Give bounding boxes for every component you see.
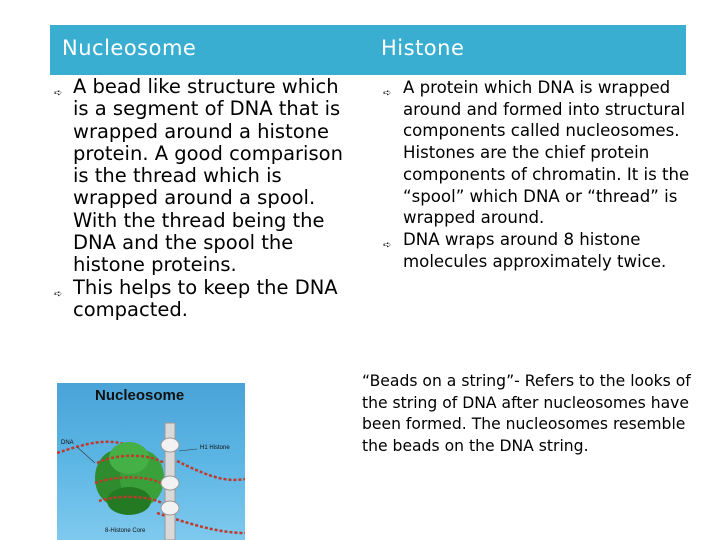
header-bar <box>50 25 686 75</box>
h1-histone-label: H1 Histone <box>200 445 230 451</box>
histone-bead <box>109 442 149 474</box>
dna-strand-right <box>177 461 245 480</box>
bullet-icon: ➪ <box>54 288 63 300</box>
bullet-icon: ➪ <box>383 239 392 251</box>
nucleosome-point-2: This helps to keep the DNA compacted. <box>73 275 338 321</box>
nucleosome-heading: Nucleosome <box>62 36 197 60</box>
h1-pointer <box>179 449 197 451</box>
histone-point-2: DNA wraps around 8 histone molecules approximately twice. <box>403 229 667 271</box>
dna-label: DNA <box>61 440 74 446</box>
list-item <box>383 229 693 272</box>
nucleosome-list <box>54 75 355 321</box>
bullet-icon: ➪ <box>383 88 392 99</box>
figure-title: Nucleosome <box>95 387 185 404</box>
nucleosome-point-1: A bead like structure which is a segment of DNA that is wrapped around a histone protein. A good comparison is the thread which is wrapped around a spool. With the thread being the DNA and the spool the histone proteins. <box>73 75 343 277</box>
h1-bead <box>161 501 179 515</box>
list-item <box>383 77 693 229</box>
list-item <box>54 75 355 277</box>
nucleosome-illustration <box>57 383 245 540</box>
bullet-icon: ➪ <box>54 88 63 99</box>
h1-bead <box>161 476 179 490</box>
histone-heading: Histone <box>381 36 465 60</box>
histone-bead <box>107 487 151 515</box>
histone-list <box>383 77 693 272</box>
beads-on-string-text: “Beads on a string”- Refers to the looks of the string of DNA after nucleosomes have been formed. The nucleosomes resemble the beads on the DNA string. <box>362 372 691 455</box>
nucleosome-figure <box>57 383 245 540</box>
histone-point-1: A protein which DNA is wrapped around and formed into structural components called nucleosomes. Histones are the chief protein components of chromatin. It is the “spool” which DNA or “thread” is wrapped around. <box>403 78 690 228</box>
list-item <box>54 275 355 322</box>
dna-pointer <box>77 447 95 463</box>
h1-bead <box>161 438 179 452</box>
histone-core-label: 8-Histone Core <box>105 528 146 534</box>
